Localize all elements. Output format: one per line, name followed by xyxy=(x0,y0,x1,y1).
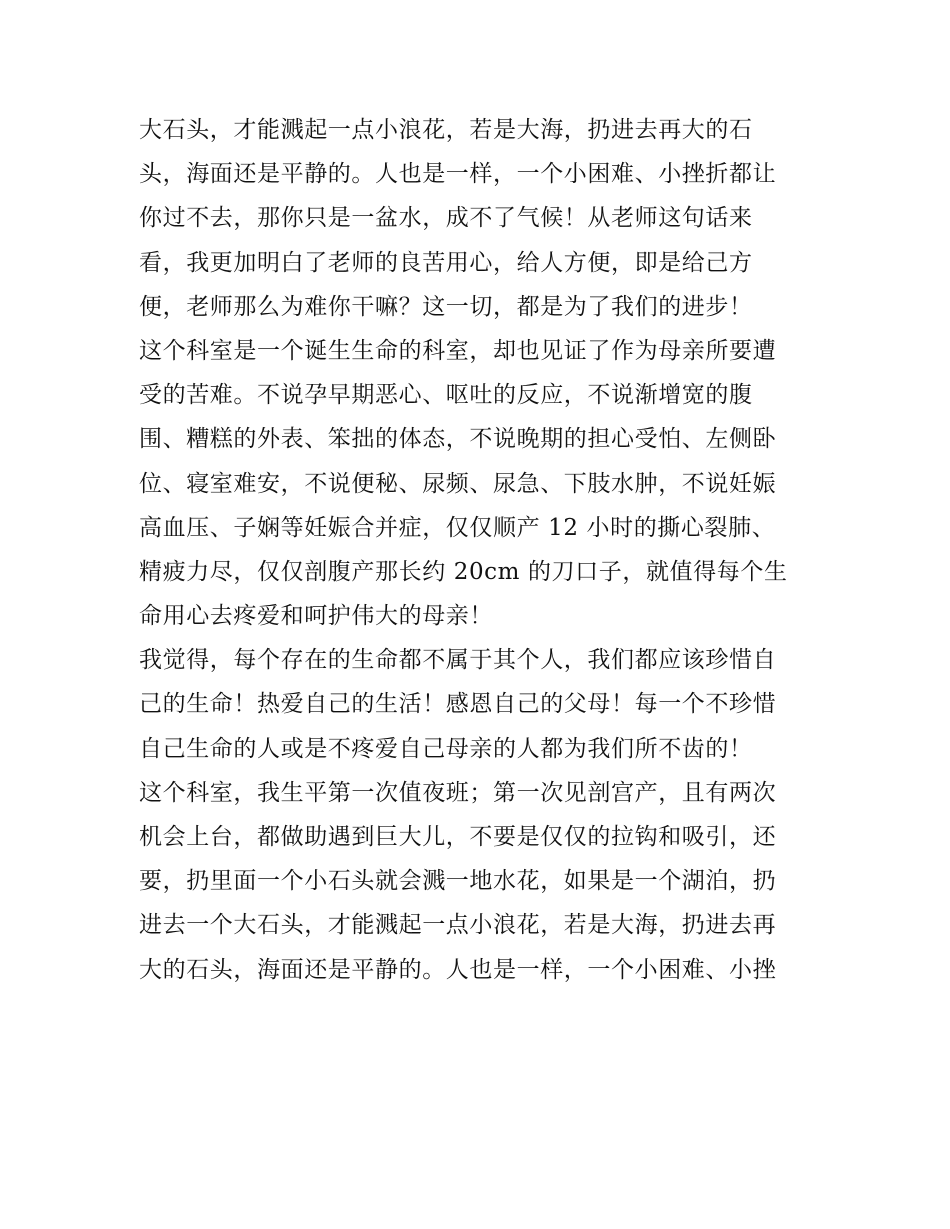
text-line: 精疲力尽，仅仅剖腹产那长约 20cm 的刀口子，就值得每个生 xyxy=(139,558,788,585)
text-line: 这个科室是一个诞生生命的科室，却也见证了作为母亲所要遭 xyxy=(139,337,777,364)
text-line: 位、寝室难安，不说便秘、尿频、尿急、下肢水肿，不说妊娠 xyxy=(139,470,777,497)
text-line: 大的石头，海面还是平静的。人也是一样，一个小困难、小挫 xyxy=(139,956,777,983)
text-line: 进去一个大石头，才能溅起一点小浪花，若是大海，扔进去再 xyxy=(139,912,777,939)
body-text xyxy=(139,108,819,992)
text-line: 命用心去疼爱和呵护伟大的母亲！ xyxy=(139,603,493,630)
text-line: 便，老师那么为难你干嘛？这一切，都是为了我们的进步！ xyxy=(139,293,753,320)
text-line: 这个科室，我生平第一次值夜班；第一次见剖宫产，且有两次 xyxy=(139,779,777,806)
text-line: 围、糟糕的外表、笨拙的体态，不说晚期的担心受怕、左侧卧 xyxy=(139,426,777,453)
text-line: 己的生命！热爱自己的生活！感恩自己的父母！每一个不珍惜 xyxy=(139,691,777,718)
text-line: 自己生命的人或是不疼爱自己母亲的人都为我们所不齿的！ xyxy=(139,735,753,762)
text-line: 大石头，才能溅起一点小浪花，若是大海，扔进去再大的石 xyxy=(139,117,753,143)
text-line: 头，海面还是平静的。人也是一样，一个小困难、小挫折都让 xyxy=(139,161,777,188)
text-line: 要，扔里面一个小石头就会溅一地水花，如果是一个湖泊，扔 xyxy=(139,868,777,895)
text-line: 机会上台，都做助遇到巨大儿，不要是仅仅的拉钩和吸引，还 xyxy=(139,824,777,850)
text-line: 看，我更加明白了老师的良苦用心，给人方便，即是给己方 xyxy=(139,249,753,276)
text-line: 你过不去，那你只是一盆水，成不了气候！从老师这句话来 xyxy=(139,205,753,232)
text-line: 我觉得，每个存在的生命都不属于其个人，我们都应该珍惜自 xyxy=(139,647,777,674)
text-line: 高血压、子娴等妊娠合并症，仅仅顺产 12 小时的撕心裂肺、 xyxy=(139,514,776,541)
text-line: 受的苦难。不说孕早期恶心、呕吐的反应，不说渐增宽的腹 xyxy=(139,382,753,409)
